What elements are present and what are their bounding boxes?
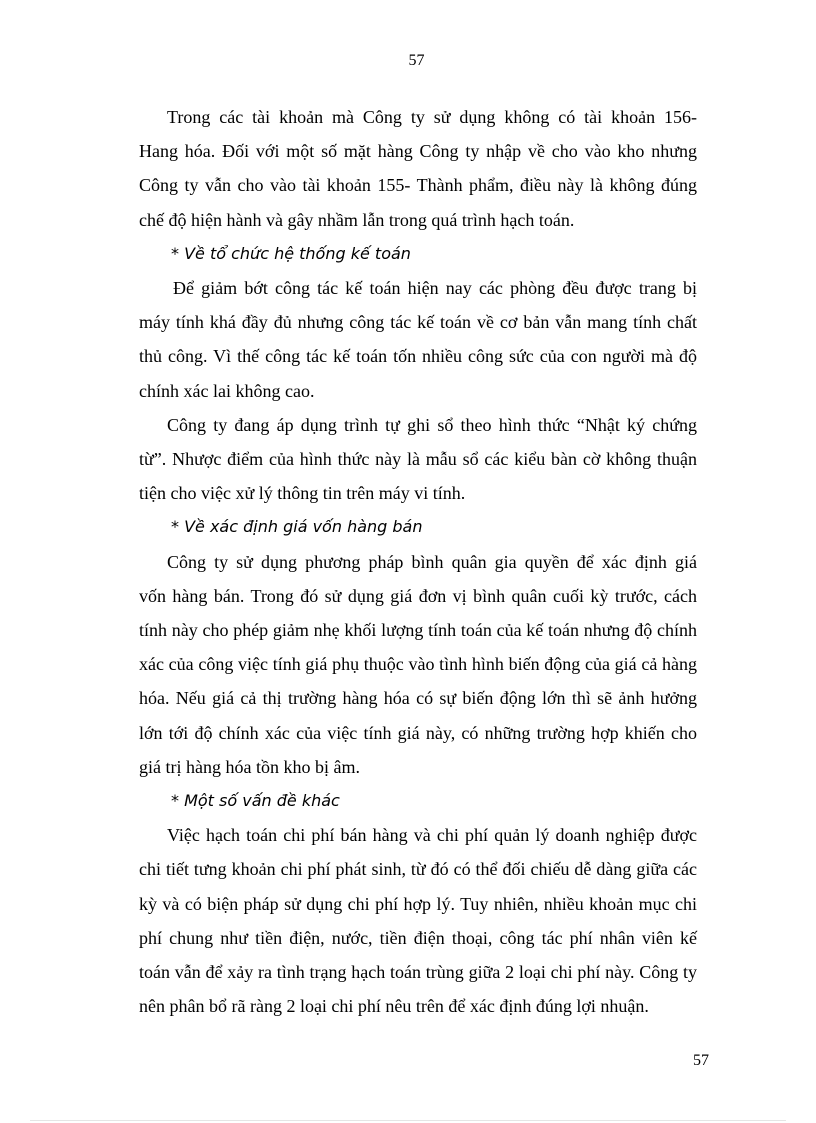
paragraph-line: Để giảm bớt công tác kế toán hiện nay các phòng đều được trang bị <box>173 278 697 299</box>
section-heading-accounting-system: * Về tổ chức hệ thống kế toán <box>171 243 411 263</box>
paragraph-line: Công ty sử dụng phương pháp bình quân gia quyền để xác định giá <box>167 551 697 572</box>
paragraph-line: từ”. Nhược điểm của hình thức này là mẫu sổ các kiểu bàn cờ không thuận <box>139 449 697 470</box>
paragraph-line: kỳ và có biện pháp sử dụng chi phí hợp lý. Tuy nhiên, nhiều khoản mục chi <box>139 893 697 914</box>
paragraph-line: vốn hàng bán. Trong đó sử dụng giá đơn vị bình quân cuối kỳ trước, cách <box>139 585 697 606</box>
paragraph-line: lớn tới độ chính xác của việc tính giá này, có những trường hợp khiến cho <box>139 722 697 743</box>
paragraph-line: toán vẫn để xảy ra tình trạng hạch toán trùng giữa 2 loại chi phí này. Công ty <box>139 962 697 983</box>
paragraph-weighted-average <box>139 545 697 784</box>
paragraph-line: Công ty đang áp dụng trình tự ghi sổ theo hình thức “Nhật ký chứng <box>167 414 697 435</box>
paragraph-line: Việc hạch toán chi phí bán hàng và chi phí quản lý doanh nghiệp được <box>167 825 697 846</box>
page-number-top: 57 <box>408 52 425 69</box>
paragraph-line: Hang hóa. Đối với một số mặt hàng Công ty nhập về cho vào kho nhưng <box>139 141 697 162</box>
section-heading-other-issues: * Một số vấn đề khác <box>171 791 340 811</box>
paragraph-line: nên phân bổ rã ràng 2 loại chi phí nêu trên để xác định đúng lợi nhuận. <box>139 996 649 1017</box>
paragraph-line: giá trị hàng hóa tồn kho bị âm. <box>139 756 360 777</box>
paragraph-line: xác của công việc tính giá phụ thuộc vào tình hình biến động của giá cả hàng <box>139 654 697 675</box>
document-body <box>139 100 697 1023</box>
paragraph-accounts <box>139 100 697 237</box>
paragraph-journal-form <box>139 408 697 511</box>
paragraph-line: tính này cho phép giảm nhẹ khối lượng tính toán của kế toán nhưng độ chính <box>139 620 697 641</box>
paragraph-line: Trong các tài khoản mà Công ty sử dụng không có tài khoản 156- <box>167 107 697 127</box>
paragraph-line: thủ công. Vì thế công tác kế toán tốn nhiều công sức của con người mà độ <box>139 346 697 367</box>
paragraph-line: chi tiết tưng khoản chi phí phát sinh, từ đó có thể đối chiếu dễ dàng giữa các <box>139 859 697 880</box>
footer-divider <box>30 1120 786 1121</box>
paragraph-computers <box>139 271 697 408</box>
page-number-bottom: 57 <box>693 1052 709 1069</box>
paragraph-line: máy tính khá đầy đủ nhưng công tác kế toán về cơ bản vẫn mang tính chất <box>139 312 697 333</box>
paragraph-line: Công ty vẫn cho vào tài khoản 155- Thành phẩm, điều này là không đúng <box>139 175 697 196</box>
paragraph-line: phí chung như tiền điện, nước, tiền điện thoại, công tác phí nhân viên kế <box>139 927 697 948</box>
paragraph-line: hóa. Nếu giá cả thị trường hàng hóa có sự biến động lớn thì sẽ ảnh hưởng <box>139 688 697 709</box>
paragraph-line: chế độ hiện hành và gây nhầm lẫn trong quá trình hạch toán. <box>139 209 575 230</box>
paragraph-line: chính xác lai không cao. <box>139 380 315 401</box>
section-heading-cost-of-goods: * Về xác định giá vốn hàng bán <box>171 517 423 537</box>
paragraph-expenses <box>139 818 697 1023</box>
paragraph-line: tiện cho việc xử lý thông tin trên máy vi tính. <box>139 483 466 504</box>
